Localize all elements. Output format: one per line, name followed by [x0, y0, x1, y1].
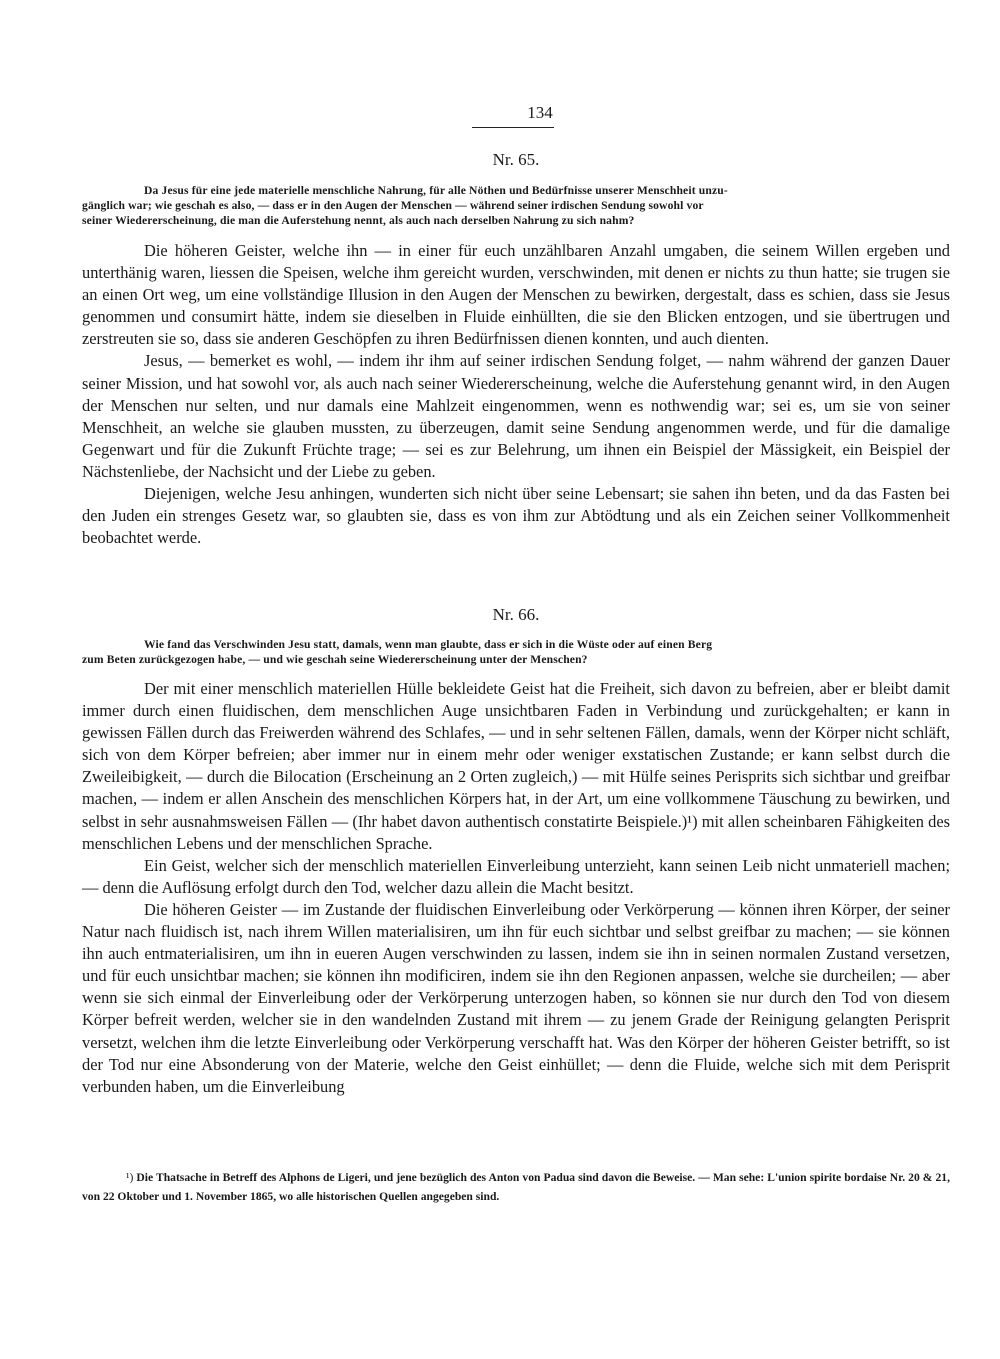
footnote — [82, 1168, 950, 1206]
question-nr-66 — [82, 637, 950, 667]
section-title-nr-65: Nr. 65. — [492, 150, 540, 169]
question-line: seiner Wiedererscheinung, die man die Auferstehung nennt, als auch nach derselben Nahrung zu sich nahm? — [82, 214, 635, 227]
paragraph: Die höheren Geister — im Zustande der fluidischen Einverleibung oder Verkörperung — können ihren Körper, der seiner Natur nach fluidisch ist, nach ihrem Willen materialisiren, um ihn für euch sichtbar und selbst greifbar zu machen; — sie können ihn auch entmaterialisiren, um ihn in eueren Augen verschwinden zu lassen, indem sie ihn in seinen normalen Zustand versetzen, und für euch unsichtbar machen; sie können ihn modificiren, indem sie ihn den Regionen anpassen, welche sie durcheilen; — aber wenn sie sich einmal der Einverleibung oder der Verkörperung unterzogen haben, so können sie nur durch den Tod von diesem Körper befreit werden, welcher sie in den wandelnden Zustand mit ihrem — zu jenem Grade der Reinigung gelangten Perisprit versetzt, welchen ihm die letzte Einverleibung oder Verkörperung verschafft hat. Was den Körper der höheren Geister betrifft, so ist der Tod nur eine Absonderung von der Materie, welche den Geist einhüllet; — denn die Fluide, welche sich mit dem Perisprit verbunden haben, um die Einverleibung — [82, 899, 950, 1096]
footnote-text: Die Thatsache in Betreff des Alphons de Ligeri, und jene bezüglich des Anton von Padua sind davon die Beweise. — Man sehe: L'union spirite bordaise Nr. 20 & 21, von 22 Oktober und 1. November 1865, wo alle historischen Quellen angegeben sind. — [82, 1171, 950, 1203]
page-number-rule — [472, 127, 554, 128]
answer-nr-65 — [82, 240, 950, 549]
footnote-marker: ¹) — [126, 1171, 134, 1184]
question-line: Da Jesus für eine jede materielle menschliche Nahrung, für alle Nöthen und Bedürfnisse unserer Menschheit unzu- — [144, 184, 728, 197]
question-line: gänglich war; wie geschah es also, — dass er in den Augen der Menschen — während seiner irdischen Sendung sowohl vor — [82, 199, 704, 212]
question-line: zum Beten zurückgezogen habe, — und wie geschah seine Wiedererscheinung unter der Menschen? — [82, 653, 588, 666]
paragraph: Jesus, — bemerket es wohl, — indem ihr ihm auf seiner irdischen Sendung folget, — nahm während der ganzen Dauer seiner Mission, und hat sowohl vor, als auch nach seiner Wiedererscheinung, welche die Auferstehung genannt wird, in den Augen der Menschen nur selten, und nur damals eine Mahlzeit eingenommen, wenn es nothwendig war; sei es, um sie von seiner Menschheit, an welche sie glauben mussten, zu überzeugen, damit seine Sendung angenommen werde, und für die damalige Gegenwart und für die Zukunft Früchte trage; — sei es zur Belehrung, um ihnen ein Beispiel der Mässigkeit, ein Beispiel der Nächstenliebe, der Nachsicht und der Liebe zu geben. — [82, 351, 950, 481]
answer-nr-66 — [82, 678, 950, 1098]
question-nr-65 — [82, 183, 950, 228]
paragraph: Die höheren Geister, welche ihn — in einer für euch unzählbaren Anzahl umgaben, die seinem Willen ergeben und unterthänig waren, liessen die Speisen, welche ihm gereicht wurden, verschwinden, mit denen er nichts zu thun hatte; sie trugen sie an einen Ort weg, um eine vollständige Illusion in den Augen der Menschen zu bewirken, dergestalt, dass es schien, dass sie Jesus genommen und consumirt hätte, indem sie dieselben in Fluide einhüllten, die sie den Blicken entzogen, und sie übertrugen und zerstreuten sie so, dass sie anderen Geschöpfen zu ihren Bedürfnissen dienen konnten, und auch dienten. — [82, 241, 950, 349]
page-number: 134 — [527, 103, 553, 122]
question-line: Wie fand das Verschwinden Jesu statt, damals, wenn man glaubte, dass er sich in die Wüste oder auf einen Berg — [144, 638, 713, 651]
paragraph: Ein Geist, welcher sich der menschlich materiellen Einverleibung unterzieht, kann seinen Leib nicht unmateriell machen; — denn die Auflösung erfolgt durch den Tod, welcher dazu allein die Macht besitzt. — [82, 855, 950, 897]
section-title-nr-66: Nr. 66. — [492, 605, 540, 624]
paragraph: Diejenigen, welche Jesu anhingen, wunderten sich nicht über seine Lebensart; sie sahen ihn beten, und da das Fasten bei den Juden ein strenges Gesetz war, so glaubten sie, dass es von ihm zur Abtödtung und als ein Zeichen seiner Vollkommenheit beobachtet werde. — [82, 484, 950, 548]
paragraph: Der mit einer menschlich materiellen Hülle bekleidete Geist hat die Freiheit, sich davon zu befreien, aber er bleibt damit immer durch einen fluidischen, dem menschlichen Auge unsichtbaren Faden in Verbindung und zurückgehalten; er kann in gewissen Fällen durch das Freiwerden während des Schlafes, — und in sehr seltenen Fällen, damals, wenn der Körper nicht schläft, sich von dem Körper befreien; aber immer nur in einem mehr oder weniger exstatischen Zustande; er kann selbst durch die Zweileibigkeit, — durch die Bilocation (Erscheinung an 2 Orten zugleich,) — mit Hülfe seines Perisprits sich sichtbar und greifbar machen, — indem er allen Anschein des menschlichen Körpers hat, in der Art, um eine vollkommene Täuschung zu bewirken, und selbst in sehr ausnahmsweisen Fällen — (Ihr habet davon authentisch constatirte Beispiele.)¹) mit allen scheinbaren Fähigkeiten des menschlichen Lebens und der menschlichen Sprache. — [82, 679, 950, 853]
